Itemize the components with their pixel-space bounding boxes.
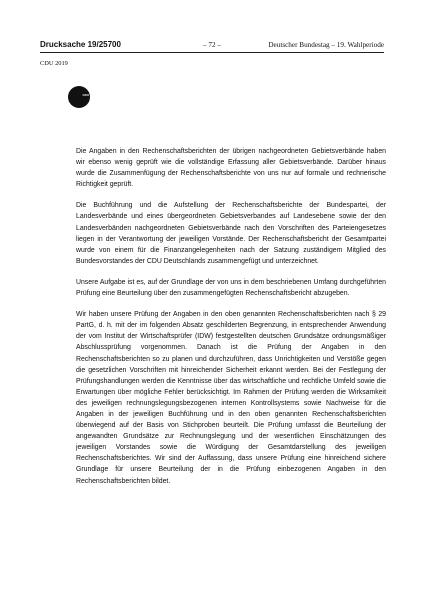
section-label: CDU 2019	[40, 60, 68, 67]
paragraph: Die Buchführung und die Aufstellung der Rechenschaftsberichte der Bundespartei, der Landesverbände und eines übergeordneten Gebietsverbandes auf Landesebene sowie der den Landesverbänden nachgeordneten Gebietsverbände nach den Vorschriften des Parteiengesetzes liegen in der Verantwortung der jeweiligen Vorstände. Der Rechenschaftsbericht der Gesamtpartei wurde von einem für die Finanzangelegenheiten nach der Satzung zuständigem Mitglied des Bundesvorstandes der CDU Deutschlands zusammengefügt und unterzeichnet.	[76, 202, 386, 265]
body-text	[76, 146, 386, 497]
document-number-prefix: Drucksache 19/	[40, 40, 99, 49]
periodical-title: Deutscher Bundestag – 19. Wahlperiode	[268, 41, 384, 49]
page-number: – 72 –	[203, 41, 221, 49]
paragraph: Die Angaben in den Rechenschaftsberichten der übrigen nachgeordneten Gebietsverbände haben wir ebenso wenig geprüft wie die vollständige Erfassung aller Gebietsverbände. Darüber hinaus wurde die Zusammenfügung der Rechenschaftsberichte von uns nur auf formale und rechnerische Richtigkeit geprüft.	[76, 148, 386, 189]
paragraph: Wir haben unsere Prüfung der Angaben in den oben genannten Rechenschaftsberichten nach § 29 PartG, d. h. mit der im folgenden Absatz geschilderten Begrenzung, in entsprechender Anwendung der vom Institut der Wirtschaftsprüfer (IDW) festgestellten deutschen Grundsätze ordnungsmäßiger Abschlussprüfung vorgenommen. Danach ist die Prüfung der Angaben in den Rechenschaftsberichten so zu planen und durchzuführen, dass Unrichtigkeiten und Verstöße gegen die gesetzlichen Vorschriften mit hinreichender Sicherheit erkannt werden. Bei der Festlegung der Prüfungshandlungen werden die Kenntnisse über das wirtschaftliche und rechtliche Umfeld sowie die Erwartungen über mögliche Fehler berücksichtigt. Im Rahmen der Prüfung werden die Wirksamkeit des jeweiligen rechnungslegungsbezogenen internen Kontrollsystems sowie Nachweise für die Angaben in der jeweiligen Buchführung und in den oben genannten Rechenschaftsberichten überwiegend auf der Basis von Stichproben beurteilt. Die Prüfung umfasst die Beurteilung der angewandten Grundsätze zur Rechnungslegung und der wesentlichen Einschätzungen des jeweiligen Vorstandes sowie die Würdigung der Gesamtdarstellung des jeweiligen Rechenschaftsberichtes. Wir sind der Auffassung, dass unsere Prüfung eine hinreichend sichere Grundlage für unsere Beurteilung der in die Prüfung einbezogenen Angaben in den Rechenschaftsberichten bildet.	[76, 311, 386, 485]
paragraph: Unsere Aufgabe ist es, auf der Grundlage der von uns in dem beschriebenen Umfang durchgeführten Prüfung eine Beurteilung über den zusammengefügten Rechenschaftsbericht abzugeben.	[76, 278, 386, 298]
cdu-logo-icon	[68, 86, 90, 108]
logo-text: CDU	[82, 93, 89, 97]
page-header	[40, 40, 384, 53]
document-number-value: 25700	[98, 40, 121, 49]
